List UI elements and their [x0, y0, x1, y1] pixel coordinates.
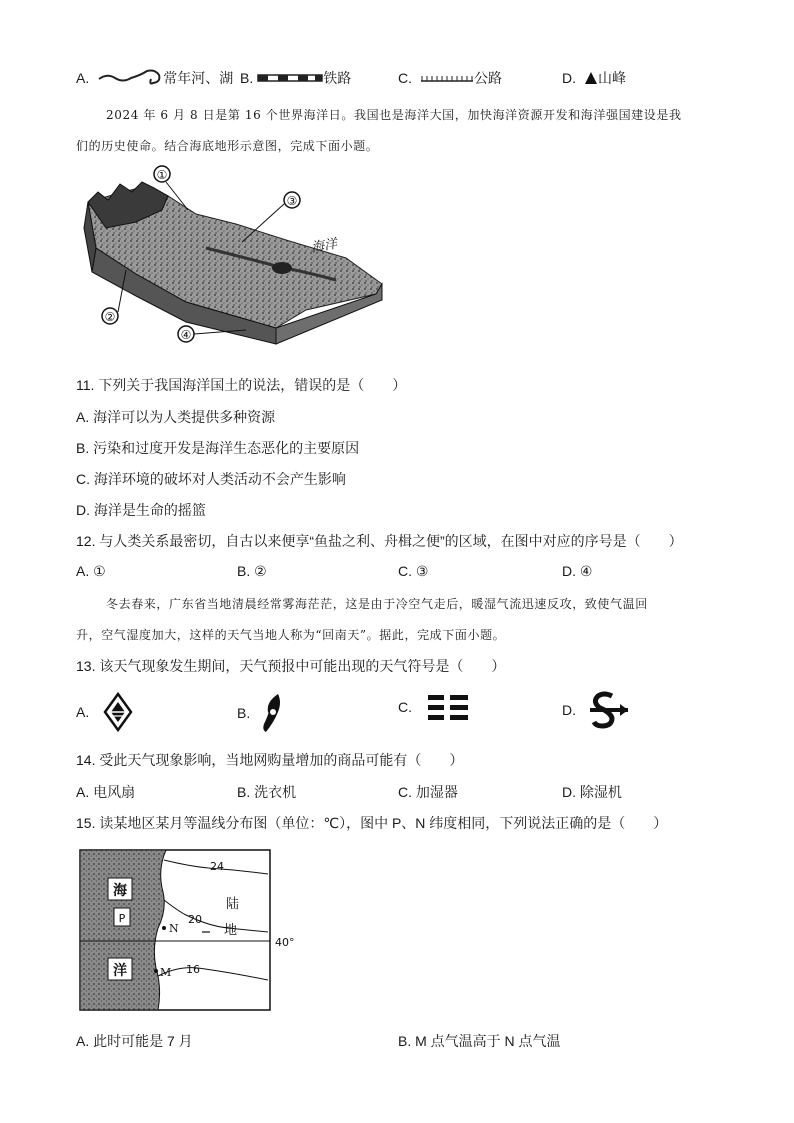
option-letter: D.: [562, 70, 576, 86]
option-text: 山峰: [598, 70, 626, 86]
option-text: 公路: [474, 70, 502, 86]
point-m-dot: [154, 969, 158, 973]
seabed-landform-figure: [76, 162, 388, 346]
latitude-label: 40°: [275, 936, 295, 949]
sea-char-1: 海: [113, 883, 127, 899]
isotherm-16-label: 16: [186, 963, 200, 976]
seabed-label-4: ④: [180, 328, 192, 342]
q13-option-b: [237, 692, 286, 734]
fog-icon: [426, 692, 470, 722]
q11-option-c: C. 海洋环境的破坏对人类活动不会产生影响: [76, 471, 346, 487]
q13-option-a: [76, 692, 133, 732]
typhoon-icon: [260, 692, 286, 734]
q11-option-b: B. 污染和过度开发是海洋生态恶化的主要原因: [76, 440, 360, 456]
q10-option-b: [240, 68, 351, 88]
passage-1-line-2: 们的历史使命。结合海底地形示意图，完成下面小题。: [76, 139, 379, 153]
mountain-peak-icon: [584, 71, 598, 85]
isotherm-map: [78, 848, 298, 1012]
sea-char-2: 洋: [113, 963, 127, 979]
q15-stem: 15. 读某地区某月等温线分布图（单位：℃），图中 P、N 纬度相同，下列说法正确的是（ ）: [76, 815, 668, 831]
sandstorm-icon: [586, 690, 630, 730]
seabed-label-2: ②: [104, 310, 116, 324]
q14-option-b: B. 洗衣机: [237, 784, 297, 800]
q12-stem: 12. 与人类关系最密切，自古以来便享“鱼盐之利、舟楫之便”的区域，在图中对应的序号是（ ）: [76, 533, 683, 549]
passage-2-line-2: 升，空气湿度加大，这样的天气当地人称为“回南天”。据此，完成下面小题。: [76, 628, 506, 642]
option-letter: C.: [398, 70, 412, 86]
q13-stem: 13. 该天气现象发生期间，天气预报中可能出现的天气符号是（ ）: [76, 658, 506, 674]
sea-label: 海洋: [310, 236, 339, 256]
q14-option-c: C. 加湿器: [398, 784, 458, 800]
q10-option-c: [398, 68, 502, 88]
option-letter: B.: [237, 705, 251, 721]
q14-option-a: A. 电风扇: [76, 784, 136, 800]
railway-symbol-icon: [257, 73, 323, 83]
q12-option-a: A. ①: [76, 563, 106, 579]
passage-2-line-1: 冬去春来，广东省当地清晨经常雾海茫茫，这是由于冷空气走后，暖湿气流迅速反攻，致使气温回: [106, 597, 648, 611]
land-char-1: 陆: [226, 897, 240, 912]
q14-stem: 14. 受此天气现象影响，当地网购量增加的商品可能有（ ）: [76, 752, 464, 768]
seabed-label-1: ①: [156, 168, 168, 182]
point-m-label: M: [160, 966, 172, 979]
isotherm-24-label: 24: [210, 860, 224, 873]
q12-option-b: B. ②: [237, 563, 267, 579]
q13-option-c: [398, 692, 470, 722]
isotherm-20-label: 20: [188, 913, 202, 926]
q10-option-d: [562, 68, 626, 88]
q14-option-d: D. 除湿机: [562, 784, 622, 800]
q15-option-b: B. M 点气温高于 N 点气温: [398, 1033, 561, 1049]
q10-option-a: [76, 68, 233, 88]
q11-option-d: D. 海洋是生命的摇篮: [76, 502, 206, 518]
option-letter: D.: [562, 702, 576, 718]
seabed-label-3: ③: [286, 194, 298, 208]
q15-option-a: A. 此时可能是 7 月: [76, 1033, 193, 1049]
option-letter: A.: [76, 70, 90, 86]
option-letter: B.: [240, 70, 254, 86]
river-lake-symbol-icon: [97, 69, 163, 87]
q11-stem: 11. 下列关于我国海洋国土的说法，错误的是（ ）: [76, 377, 407, 393]
hail-icon: [103, 692, 133, 732]
q13-option-d: [562, 690, 630, 730]
option-text: 铁路: [323, 70, 352, 86]
q12-option-d: D. ④: [562, 563, 593, 579]
land-char-2: 地: [224, 923, 238, 938]
q11-option-a: A. 海洋可以为人类提供多种资源: [76, 409, 276, 425]
option-letter: C.: [398, 699, 412, 715]
point-p-label: P: [118, 912, 126, 925]
q12-option-c: C. ③: [398, 563, 429, 579]
point-n-dot: [162, 926, 166, 930]
passage-1-line-1: 2024 年 6 月 8 日是第 16 个世界海洋日。我国也是海洋大国，加快海洋资源开发和海洋强国建设是我: [106, 108, 682, 122]
option-letter: A.: [76, 704, 90, 720]
point-n-label: N: [169, 922, 179, 935]
option-text: 常年河、湖: [163, 70, 234, 86]
highway-symbol-icon: [420, 72, 474, 84]
